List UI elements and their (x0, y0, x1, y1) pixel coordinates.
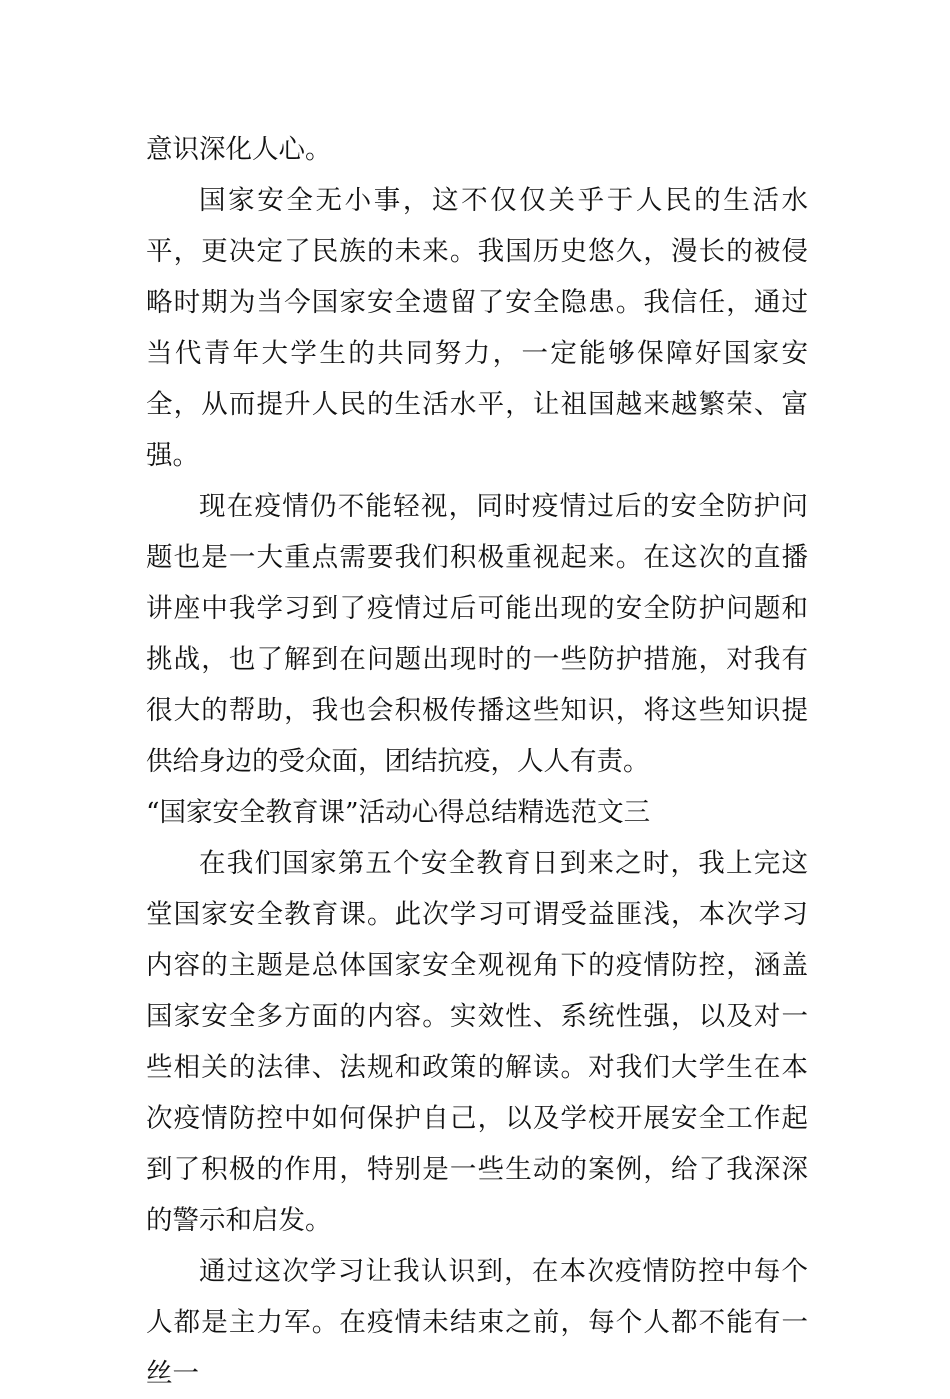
section-heading: “国家安全教育课”活动心得总结精选范文三 (146, 797, 651, 828)
paragraph-education-day: 在我们国家第五个安全教育日到来之时，我上完这堂国家安全教育课。此次学习可谓受益匪浅，本次学习内容的主题是总体国家安全观视角下的疫情防控，涵盖国家安全多方面的内容。实效性、系统性强，以及对一些相关的法律、法规和政策的解读。对我们大学生在本次疫情防控中如何保护自己，以及学校开展安全工作起到了积极的作用，特别是一些生动的案例，给了我深深的警示和启发。 (146, 848, 808, 1236)
paragraph-main-force: 通过这次学习让我认识到，在本次疫情防控中每个人都是主力军。在疫情未结束之前，每个人都不能有一丝一 (146, 1256, 808, 1389)
document-body (146, 124, 808, 1399)
paragraph-epidemic-protection: 现在疫情仍不能轻视，同时疫情过后的安全防护问题也是一大重点需要我们积极重视起来。在这次的直播讲座中我学习到了疫情过后可能出现的安全防护问题和挑战，也了解到在问题出现时的一些防护措施，对我有很大的帮助，我也会积极传播这些知识，将这些知识提供给身边的受众面，团结抗疫，人人有责。 (146, 491, 808, 777)
paragraph-national-security: 国家安全无小事，这不仅仅关乎于人民的生活水平，更决定了民族的未来。我国历史悠久，漫长的被侵略时期为当今国家安全遗留了安全隐患。我信任，通过当代青年大学生的共同努力，一定能够保障好国家安全，从而提升人民的生活水平，让祖国越来越繁荣、富强。 (146, 185, 808, 471)
paragraph-continuation: 意识深化人心。 (146, 134, 332, 165)
